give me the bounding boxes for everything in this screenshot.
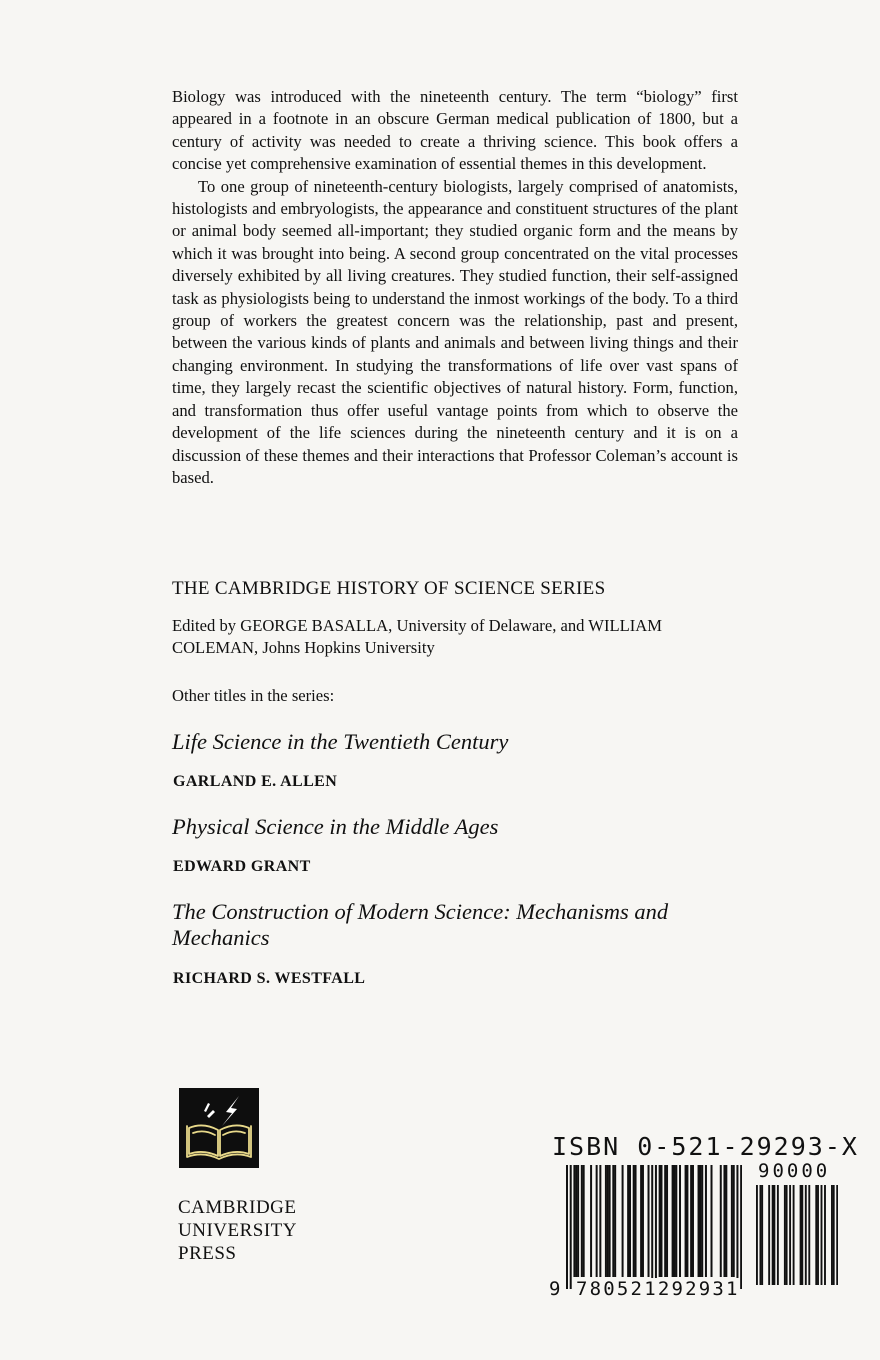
barcode-bar xyxy=(633,1165,635,1277)
series-title: THE CAMBRIDGE HISTORY OF SCIENCE SERIES xyxy=(172,578,606,599)
barcode-bar xyxy=(566,1165,568,1289)
barcode-addon-bar xyxy=(833,1185,835,1285)
book-title-1: Life Science in the Twentieth Century xyxy=(172,729,509,754)
barcode-addon xyxy=(756,1185,838,1285)
barcode-addon-bar xyxy=(831,1185,833,1285)
barcode-bar xyxy=(740,1165,742,1289)
barcode-bar xyxy=(686,1165,688,1277)
barcode-addon-bar xyxy=(821,1185,823,1285)
barcode-addon-bar xyxy=(756,1185,758,1285)
barcode-main xyxy=(566,1165,742,1289)
barcode-bar xyxy=(573,1165,575,1277)
barcode-bar xyxy=(672,1165,674,1277)
barcode-addon-bar xyxy=(800,1185,802,1285)
barcode-bar xyxy=(723,1165,725,1277)
barcode-addon-bar xyxy=(768,1185,770,1285)
blurb-paragraph-2: To one group of nineteenth-century biologists, largely comprised of anatomists, histologists and embryologists, the appearance and constituent structures of the plant or animal body seemed all-important; they studied organic form and the means by which it was brought into being. A second group concentrated on the vital processes diversely exhibited by all living creatures. They studied function, their self-assigned task as physiologists being to understand the inmost workings of the body. To a third group of workers the greatest concern was the relationship, past and present, between the various kinds of plants and animals and between living things and their changing environment. In studying the transformations of life over vast spans of time, they largely recast the scientific objectives of natural history. Form, function, and transformation thus offer useful vantage points from which to observe the development of the life sciences during the nineteenth century and it is on a discussion of these themes and their interactions that Professor Coleman’s account is based. xyxy=(172,176,738,487)
book-author-3: RICHARD S. WESTFALL xyxy=(173,970,366,987)
barcode-bar xyxy=(575,1165,577,1277)
barcode-addon-bar xyxy=(817,1185,819,1285)
barcode-bar xyxy=(612,1165,614,1277)
barcode-bar xyxy=(698,1165,700,1277)
book-author-2: EDWARD GRANT xyxy=(173,858,311,875)
barcode-bar xyxy=(648,1165,650,1277)
barcode-bar xyxy=(622,1165,624,1277)
barcode-addon-bar xyxy=(793,1185,795,1285)
barcode-bar xyxy=(655,1165,657,1289)
barcode-bar xyxy=(736,1165,738,1289)
barcode-addon-bar xyxy=(808,1185,810,1285)
publisher-line-1: CAMBRIDGE xyxy=(178,1197,297,1218)
barcode-bar xyxy=(731,1165,733,1277)
barcode-addon-bar xyxy=(759,1185,761,1285)
barcode-bar xyxy=(705,1165,707,1277)
barcode-addon-bar xyxy=(761,1185,763,1285)
barcode-bar xyxy=(701,1165,703,1277)
barcode-addon-bar xyxy=(815,1185,817,1285)
barcode-addon-bar xyxy=(805,1185,807,1285)
book-title-2: Physical Science in the Middle Ages xyxy=(172,814,499,839)
barcode-bar xyxy=(685,1165,687,1277)
barcode-bar xyxy=(607,1165,609,1277)
barcode-bar xyxy=(599,1165,601,1277)
blurb xyxy=(172,86,738,489)
open-book-lightning-icon xyxy=(179,1088,259,1168)
barcode-bar xyxy=(581,1165,583,1277)
barcode-addon-digits: 90000 xyxy=(758,1160,831,1182)
barcode-addon-bar xyxy=(836,1185,838,1285)
publisher-name xyxy=(178,1196,297,1265)
barcode-bar xyxy=(640,1165,642,1277)
publisher-logo xyxy=(179,1088,259,1168)
barcode-addon-bar xyxy=(777,1185,779,1285)
barcode-addon-bar xyxy=(786,1185,788,1285)
barcode-bar xyxy=(720,1165,722,1277)
barcode-addon-bar xyxy=(784,1185,786,1285)
barcode-addon-bar xyxy=(772,1185,774,1285)
isbn-label: ISBN 0-521-29293-X xyxy=(552,1132,859,1161)
barcode-addon-bar xyxy=(801,1185,803,1285)
blurb-paragraph-1: Biology was introduced with the nineteenth century. The term “biology” first appeared in a footnote in an obscure German medical publication of 1800, but a century of activity was needed to create a thriving science. This book offers a concise yet comprehensive examination of essential themes in this development. xyxy=(172,87,738,174)
barcode-bar xyxy=(679,1165,681,1277)
barcode-bar xyxy=(642,1165,644,1277)
barcode-bar xyxy=(609,1165,611,1277)
barcode-bar xyxy=(635,1165,637,1277)
barcode-bar xyxy=(660,1165,662,1277)
barcode-bar xyxy=(673,1165,675,1277)
barcode-addon-bar xyxy=(773,1185,775,1285)
barcode-bar xyxy=(596,1165,598,1277)
other-titles-label: Other titles in the series: xyxy=(172,686,335,705)
barcode-bar xyxy=(605,1165,607,1277)
book-author-1: GARLAND E. ALLEN xyxy=(173,773,338,790)
barcode-digits: 780521292931 xyxy=(576,1278,740,1300)
barcode-bar xyxy=(651,1165,653,1289)
series-editors: Edited by GEORGE BASALLA, University of Delaware, and WILLIAM COLEMAN, Johns Hopkins University xyxy=(172,616,663,657)
barcode-bar xyxy=(692,1165,694,1277)
barcode-first-digit: 9 xyxy=(549,1278,561,1300)
book-title-3: The Construction of Modern Science: Mechanisms and Mechanics xyxy=(172,899,669,950)
barcode-bar xyxy=(711,1165,713,1277)
barcode-bar xyxy=(583,1165,585,1277)
barcode-bar xyxy=(733,1165,735,1277)
barcode-bar xyxy=(675,1165,677,1277)
barcode-bar xyxy=(570,1165,572,1289)
barcode-bar xyxy=(699,1165,701,1277)
barcode-bar xyxy=(659,1165,661,1277)
barcode-bar xyxy=(629,1165,631,1277)
barcode-addon-bar xyxy=(824,1185,826,1285)
barcode-bar xyxy=(690,1165,692,1277)
barcode-bar xyxy=(664,1165,666,1277)
barcode-bar xyxy=(590,1165,592,1277)
barcode-bar xyxy=(666,1165,668,1277)
barcode-bar xyxy=(577,1165,579,1277)
publisher-line-3: PRESS xyxy=(178,1243,237,1264)
barcode-bar xyxy=(614,1165,616,1277)
barcode-bar xyxy=(725,1165,727,1277)
publisher-line-2: UNIVERSITY xyxy=(178,1220,297,1241)
barcode-bar xyxy=(627,1165,629,1277)
barcode-addon-bar xyxy=(789,1185,791,1285)
